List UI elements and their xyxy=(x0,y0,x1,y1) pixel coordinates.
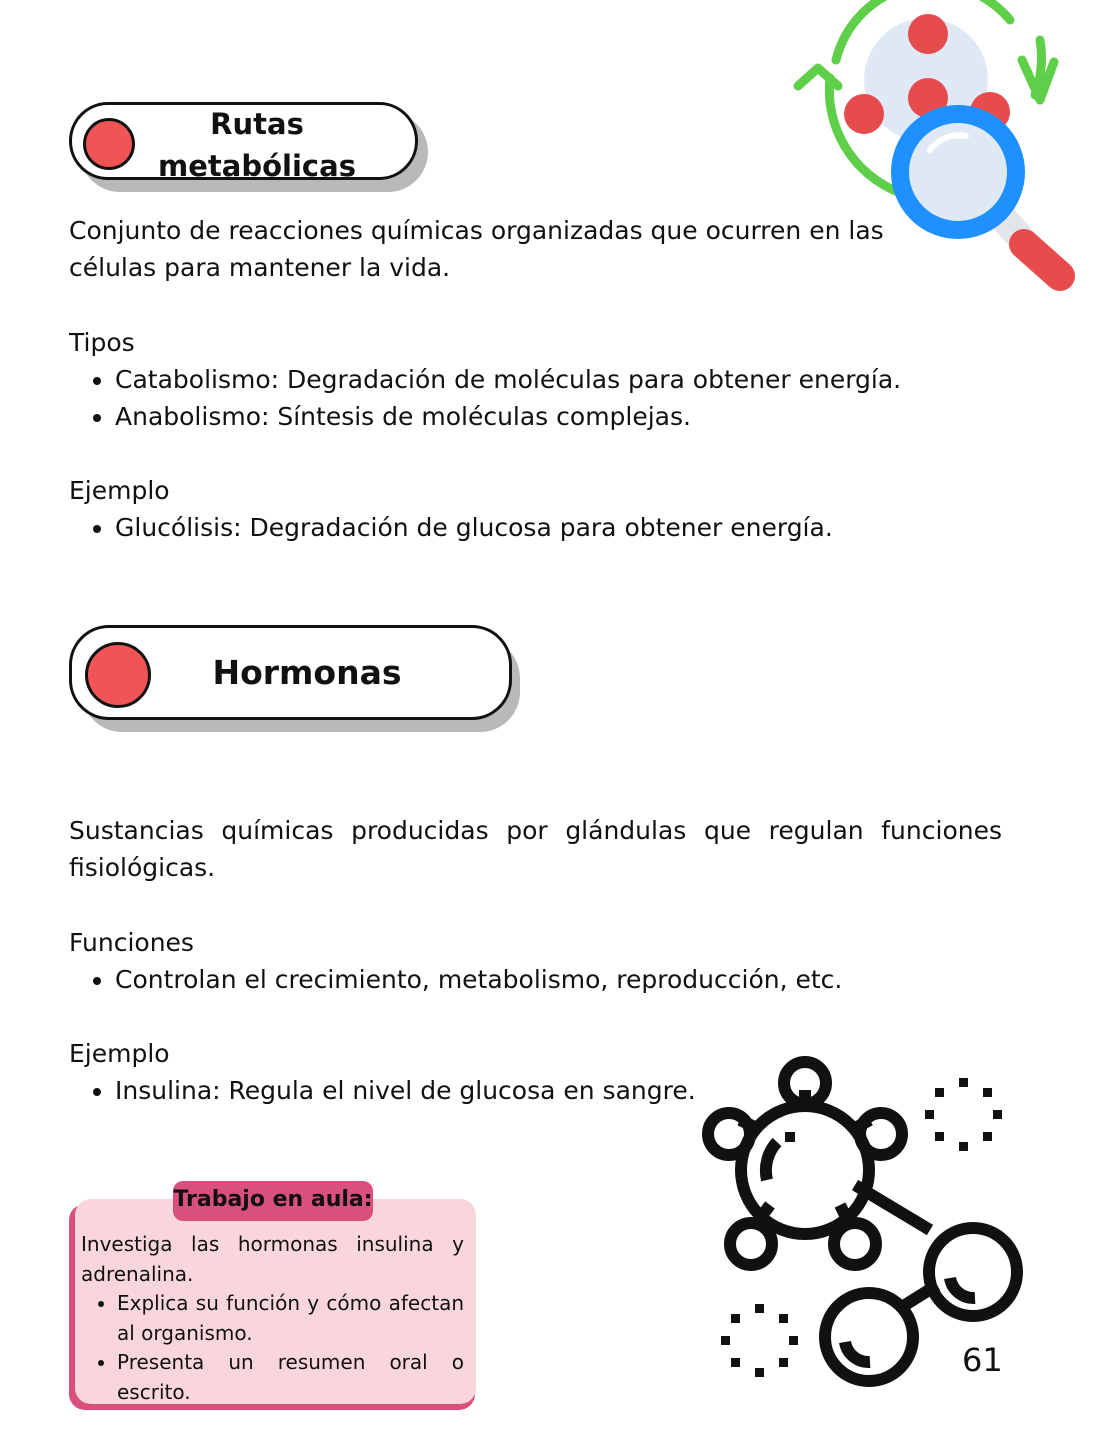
hormonas-example-heading: Ejemplo xyxy=(69,1039,170,1068)
rutas-types-heading: Tipos xyxy=(69,328,135,357)
list-item: • Insulina: Regula el nivel de glucosa en sangre. xyxy=(115,1072,815,1109)
rutas-example-heading: Ejemplo xyxy=(69,476,170,505)
hormonas-definition-line2: fisiológicas. xyxy=(69,853,216,882)
aula-tag: Trabajo en aula: xyxy=(173,1181,373,1221)
rutas-types-list xyxy=(69,361,1015,435)
list-item: • Catabolismo: Degradación de moléculas para obtener energía. xyxy=(115,361,1015,398)
rutas-definition: Conjunto de reacciones químicas organizadas que ocurren en las células para mantener la vida. xyxy=(69,216,884,282)
bullet-dot-icon xyxy=(83,118,135,170)
list-item: • Presenta un resumen oral o escrito. xyxy=(117,1348,464,1407)
rutas-example-list xyxy=(69,509,1015,546)
section-title-line1: Rutas xyxy=(210,107,304,141)
list-item: • Explica su función y cómo afectan al organismo. xyxy=(117,1289,464,1348)
hormonas-definition-line1: Sustancias químicas producidas por glándulas que regulan funciones xyxy=(69,816,1002,845)
bullet-dot-icon xyxy=(85,642,151,708)
list-item: • Anabolismo: Síntesis de moléculas complejas. xyxy=(115,398,1015,435)
hormonas-functions-heading: Funciones xyxy=(69,928,194,957)
page-number: 61 xyxy=(962,1341,1003,1379)
list-item: • Glucólisis: Degradación de glucosa para obtener energía. xyxy=(115,509,1015,546)
section-title: Hormonas xyxy=(212,653,402,692)
aula-intro: Investiga las hormonas insulina y adrenalina. xyxy=(81,1232,464,1286)
hormonas-functions-list xyxy=(69,961,1015,998)
section-title-line2: metabólicas xyxy=(158,149,356,183)
list-item: • Controlan el crecimiento, metabolismo, reproducción, etc. xyxy=(115,961,1015,998)
